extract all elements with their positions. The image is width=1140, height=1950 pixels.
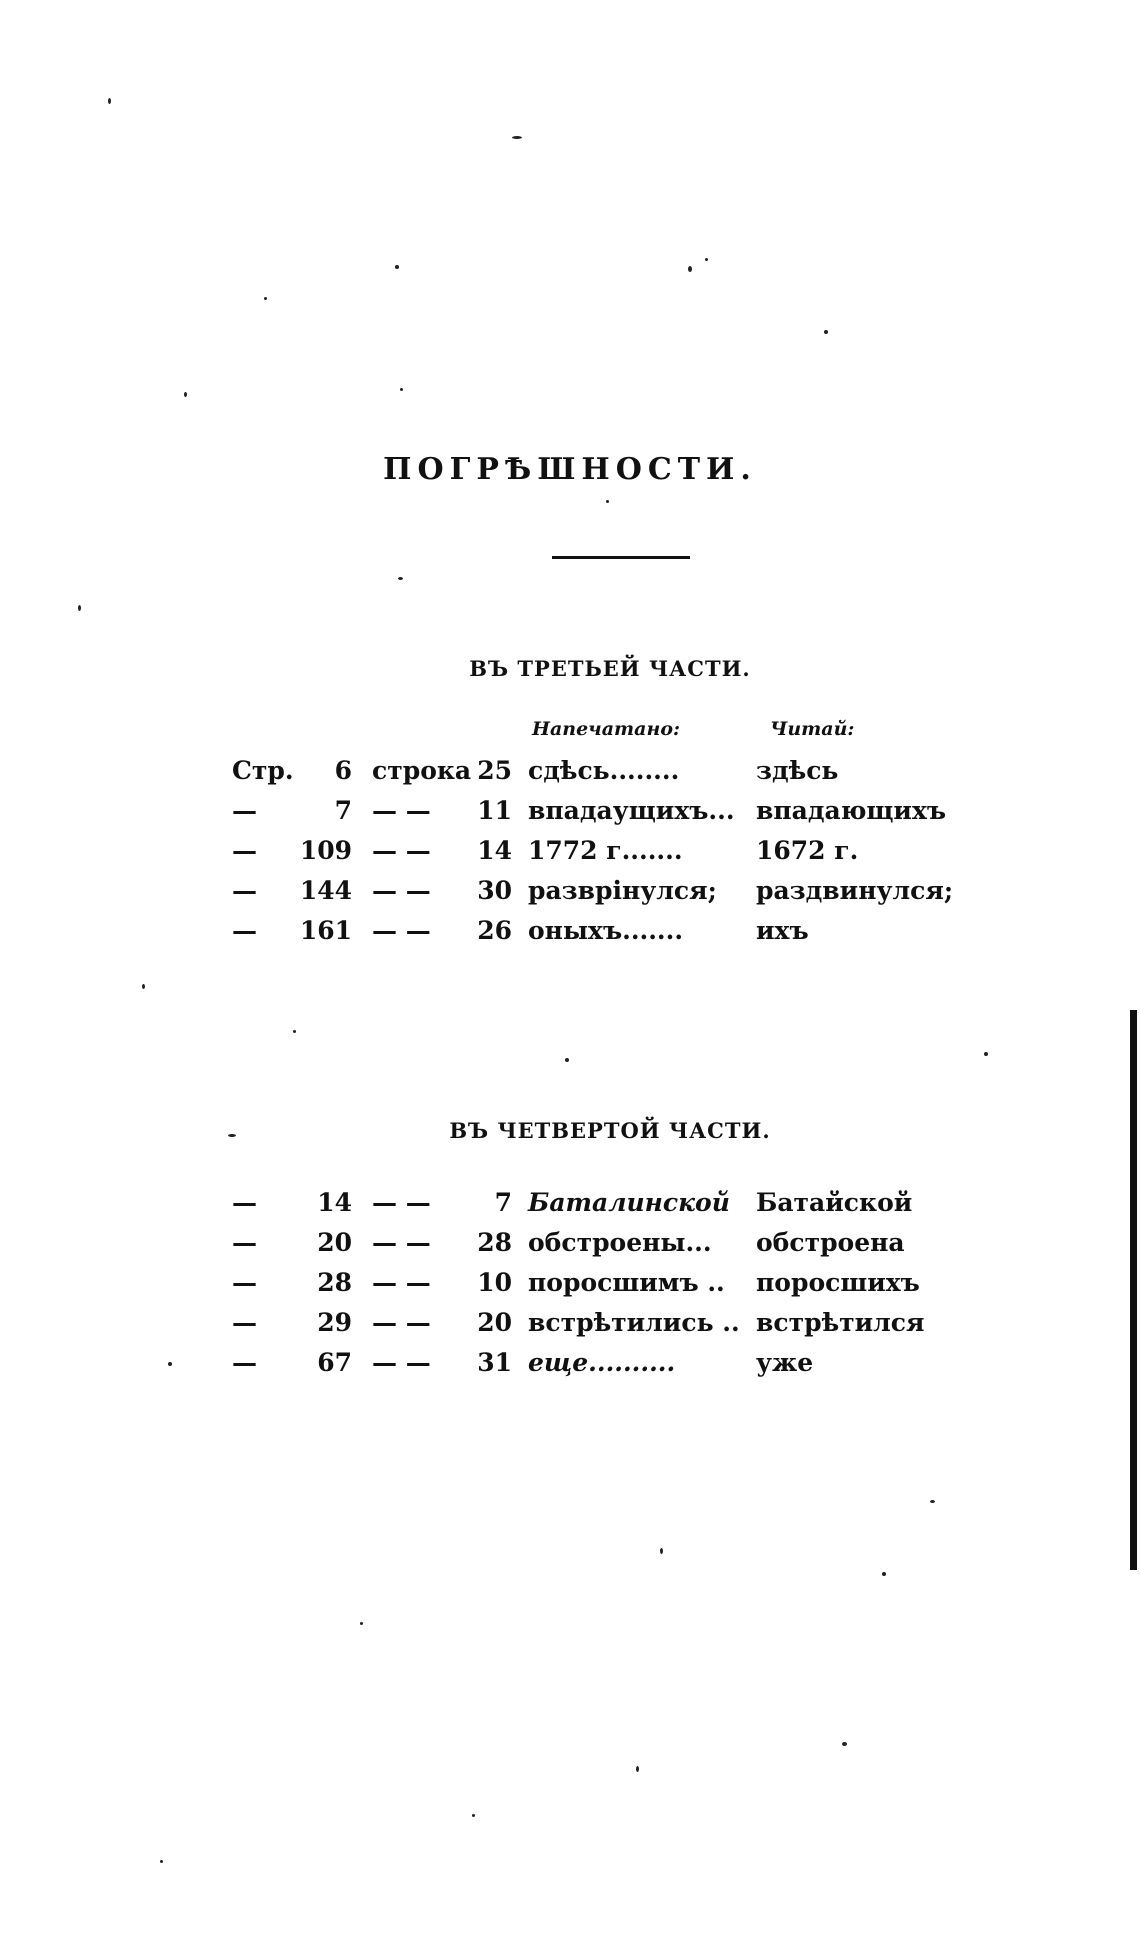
scan-speck <box>705 258 708 261</box>
corrected-text: здѣсь <box>756 756 839 785</box>
scan-speck <box>984 1052 988 1056</box>
page-prefix: — <box>232 916 257 945</box>
scan-speck <box>360 1622 363 1625</box>
scan-speck <box>78 605 81 611</box>
line-number: 20 <box>477 1308 512 1337</box>
page-number: 29 <box>317 1308 352 1337</box>
printed-text: поросшимъ .. <box>528 1268 725 1297</box>
page-prefix: — <box>232 1268 257 1297</box>
line-word: — — <box>372 1348 431 1377</box>
printed-text: встрѣтились .. <box>528 1308 740 1337</box>
printed-text: обстроены... <box>528 1228 712 1257</box>
line-number: 26 <box>477 916 512 945</box>
section-heading-third-part: ВЪ ТРЕТЬЕЙ ЧАСТИ. <box>469 656 751 681</box>
line-number: 11 <box>477 796 512 825</box>
scan-speck <box>824 330 828 334</box>
scan-speck <box>842 1742 847 1746</box>
page-number: 7 <box>334 796 352 825</box>
title-rule <box>552 556 690 559</box>
scan-speck <box>606 500 609 503</box>
corrected-text: впадающихъ <box>756 796 947 825</box>
line-word: строка <box>372 756 472 785</box>
line-number: 30 <box>477 876 512 905</box>
page-number: 20 <box>317 1228 352 1257</box>
page-number: 161 <box>299 916 352 945</box>
page-number: 14 <box>317 1188 352 1217</box>
page-number: 67 <box>317 1348 352 1377</box>
scan-speck <box>660 1548 663 1554</box>
line-number: 14 <box>477 836 512 865</box>
page-number: 144 <box>299 876 352 905</box>
column-header-read: Читай: <box>770 718 855 740</box>
corrected-text: встрѣтился <box>756 1308 925 1337</box>
scan-speck <box>565 1058 569 1062</box>
page-prefix: — <box>232 1188 257 1217</box>
line-number: 7 <box>494 1188 512 1217</box>
line-word: — — <box>372 836 431 865</box>
printed-text: разврінулся; <box>528 876 717 905</box>
scan-speck <box>472 1814 475 1817</box>
printed-text: оныхъ....... <box>528 916 684 945</box>
line-word: — — <box>372 1308 431 1337</box>
corrected-text: ихъ <box>756 916 809 945</box>
page-number: 6 <box>334 756 352 785</box>
scan-speck <box>184 392 187 397</box>
line-word: — — <box>372 916 431 945</box>
page-prefix: — <box>232 1348 257 1377</box>
printed-text: 1772 г....... <box>528 836 683 865</box>
page-edge-shadow <box>1130 1010 1137 1570</box>
corrected-text: уже <box>756 1348 814 1377</box>
page-prefix: — <box>232 876 257 905</box>
scan-speck <box>930 1500 935 1503</box>
scan-speck <box>142 984 145 989</box>
scan-speck <box>293 1030 296 1033</box>
scan-speck <box>882 1572 886 1576</box>
printed-text: Баталинской <box>528 1188 730 1217</box>
line-number: 31 <box>477 1348 512 1377</box>
page-prefix: — <box>232 796 257 825</box>
line-number: 25 <box>477 756 512 785</box>
page-prefix: — <box>232 1228 257 1257</box>
scan-speck <box>108 98 111 104</box>
scan-speck <box>168 1362 172 1366</box>
printed-text: сдѣсь........ <box>528 756 680 785</box>
scan-speck <box>512 136 522 139</box>
corrected-text: раздвинулся; <box>756 876 954 905</box>
line-number: 10 <box>477 1268 512 1297</box>
printed-text: еще.......... <box>528 1348 676 1377</box>
page-number: 109 <box>299 836 352 865</box>
page-prefix: Стр. <box>232 756 294 785</box>
line-word: — — <box>372 876 431 905</box>
line-word: — — <box>372 1188 431 1217</box>
scan-speck <box>160 1860 163 1863</box>
section-heading-fourth-part: ВЪ ЧЕТВЕРТОЙ ЧАСТИ. <box>449 1118 771 1143</box>
scan-speck <box>688 266 692 272</box>
page-prefix: — <box>232 1308 257 1337</box>
corrected-text: поросшихъ <box>756 1268 920 1297</box>
corrected-text: Батайской <box>756 1188 913 1217</box>
scan-speck <box>395 265 399 269</box>
page-prefix: — <box>232 836 257 865</box>
line-word: — — <box>372 1268 431 1297</box>
page-title: ПОГРѢШНОСТИ. <box>383 452 757 487</box>
printed-text: впадаущихъ... <box>528 796 735 825</box>
line-number: 28 <box>477 1228 512 1257</box>
line-word: — — <box>372 1228 431 1257</box>
scan-speck <box>398 577 403 580</box>
corrected-text: 1672 г. <box>756 836 859 865</box>
scan-speck <box>264 297 267 300</box>
page-number: 28 <box>317 1268 352 1297</box>
scan-speck <box>636 1766 639 1772</box>
scan-speck <box>400 388 403 391</box>
corrected-text: обстроена <box>756 1228 905 1257</box>
line-word: — — <box>372 796 431 825</box>
column-header-printed: Напечатано: <box>532 718 681 740</box>
